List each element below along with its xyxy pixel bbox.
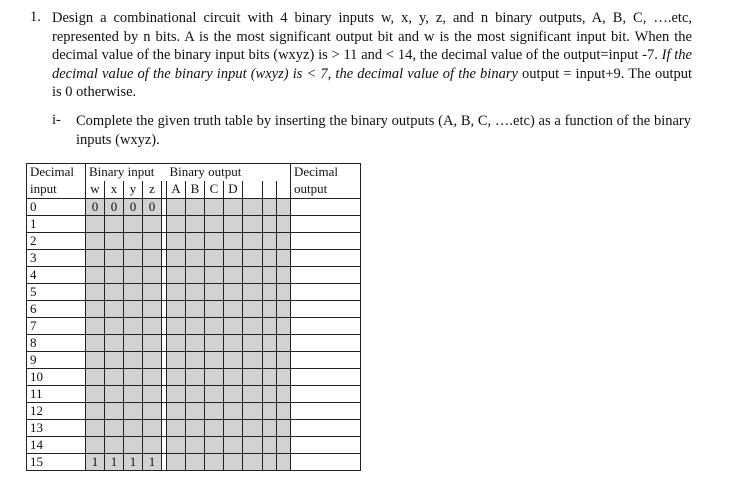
output-bit-cell[interactable] — [186, 437, 205, 454]
output-bit-cell[interactable] — [186, 267, 205, 284]
output-bit-cell[interactable] — [224, 284, 243, 301]
input-bit-cell — [143, 318, 162, 335]
header-binary-input: Binary input — [86, 164, 167, 182]
extra-output-cell[interactable] — [263, 199, 277, 216]
input-bit-cell — [105, 335, 124, 352]
output-bit-cell[interactable] — [186, 301, 205, 318]
input-bit-cell — [124, 352, 143, 369]
decimal-input-cell: 1 — [27, 216, 86, 233]
extra-output-cell[interactable] — [263, 386, 277, 403]
extra-output-cell[interactable] — [243, 420, 263, 437]
input-bit-cell — [86, 318, 105, 335]
output-bit-cell[interactable] — [167, 420, 186, 437]
input-bit-cell — [105, 318, 124, 335]
output-bit-cell[interactable] — [224, 318, 243, 335]
input-bit-cell — [143, 250, 162, 267]
output-bit-cell[interactable] — [224, 267, 243, 284]
input-bit-cell — [105, 369, 124, 386]
subquestion-number: i- — [52, 112, 61, 128]
input-bit-cell — [86, 216, 105, 233]
table-row — [27, 318, 361, 335]
input-bit-cell — [105, 233, 124, 250]
input-bit-cell — [86, 301, 105, 318]
input-bit-cell: 0 — [124, 199, 143, 216]
decimal-input-cell: 0 — [27, 199, 86, 216]
table-row — [27, 437, 361, 454]
extra-output-cell[interactable] — [277, 369, 291, 386]
output-bit-cell[interactable] — [167, 403, 186, 420]
output-bit-cell[interactable] — [167, 284, 186, 301]
extra-output-cell[interactable] — [243, 284, 263, 301]
table-header-row — [27, 164, 361, 182]
output-bit-cell[interactable] — [224, 386, 243, 403]
output-bit-cell[interactable] — [167, 318, 186, 335]
input-bit-cell: 1 — [143, 454, 162, 471]
input-bit-cell — [143, 369, 162, 386]
table-row — [27, 420, 361, 437]
question-text-part2: output = input+9. The output is 0 otherwise. — [52, 65, 692, 100]
input-bit-cell — [143, 335, 162, 352]
input-bit-cell — [86, 267, 105, 284]
input-bit-cell — [124, 267, 143, 284]
decimal-input-cell: 11 — [27, 386, 86, 403]
question-text — [52, 9, 692, 102]
input-bit-cell — [143, 216, 162, 233]
input-bit-cell — [105, 284, 124, 301]
output-bit-cell[interactable] — [167, 233, 186, 250]
input-bit-cell: 0 — [143, 199, 162, 216]
extra-output-cell[interactable] — [243, 233, 263, 250]
extra-output-cell[interactable] — [243, 318, 263, 335]
decimal-output-cell[interactable] — [291, 352, 361, 369]
input-bit-cell — [143, 403, 162, 420]
decimal-output-cell[interactable] — [291, 250, 361, 267]
input-bit-cell — [105, 420, 124, 437]
input-bit-cell — [124, 386, 143, 403]
input-bit-cell — [143, 267, 162, 284]
output-bit-cell[interactable] — [224, 250, 243, 267]
table-row — [27, 216, 361, 233]
extra-output-cell[interactable] — [277, 386, 291, 403]
header-bit-y: y — [124, 181, 143, 199]
output-bit-cell[interactable] — [224, 403, 243, 420]
table-subheader-row — [27, 181, 361, 199]
decimal-output-cell[interactable] — [291, 199, 361, 216]
question-text-italic: If the decimal value of the binary input (wxyz) is < 7, the decimal value of the binary — [52, 47, 692, 82]
decimal-output-cell[interactable] — [291, 216, 361, 233]
decimal-output-cell[interactable] — [291, 335, 361, 352]
header-bit-x: x — [105, 181, 124, 199]
table-row — [27, 250, 361, 267]
input-bit-cell: 0 — [86, 199, 105, 216]
header-decimal-input-line2: input — [27, 181, 86, 199]
header-extra-output-cell — [277, 181, 291, 199]
extra-output-cell[interactable] — [263, 284, 277, 301]
decimal-output-cell[interactable] — [291, 284, 361, 301]
decimal-input-cell: 9 — [27, 352, 86, 369]
extra-output-cell[interactable] — [243, 250, 263, 267]
output-bit-cell[interactable] — [224, 233, 243, 250]
output-bit-cell[interactable] — [205, 420, 224, 437]
output-bit-cell[interactable] — [186, 386, 205, 403]
extra-output-cell[interactable] — [277, 301, 291, 318]
input-bit-cell — [124, 437, 143, 454]
output-bit-cell[interactable] — [205, 352, 224, 369]
input-bit-cell — [143, 233, 162, 250]
output-bit-cell[interactable] — [224, 216, 243, 233]
input-bit-cell: 1 — [105, 454, 124, 471]
input-bit-cell — [143, 420, 162, 437]
input-bit-cell — [124, 250, 143, 267]
output-bit-cell[interactable] — [205, 318, 224, 335]
decimal-input-cell: 8 — [27, 335, 86, 352]
extra-output-cell[interactable] — [277, 216, 291, 233]
header-decimal-output-line2: output — [291, 181, 361, 199]
extra-output-cell[interactable] — [277, 335, 291, 352]
output-bit-cell[interactable] — [205, 454, 224, 471]
input-bit-cell — [86, 369, 105, 386]
extra-output-cell[interactable] — [263, 267, 277, 284]
output-bit-cell[interactable] — [186, 352, 205, 369]
question-text-part1: Design a combinational circuit with 4 binary inputs w, x, y, z, and n binary outputs, A, B, C, ….etc, represented by n bits. A is the most significant output bit and w is the most significant input bit. When the decimal value of the binary input bits (wxyz) is > 11 and < 14, the decimal value of the output=input -7. — [52, 10, 692, 63]
input-bit-cell — [124, 301, 143, 318]
input-bit-cell — [105, 386, 124, 403]
input-bit-cell — [143, 386, 162, 403]
extra-output-cell[interactable] — [243, 335, 263, 352]
output-bit-cell[interactable] — [186, 199, 205, 216]
table-row — [27, 352, 361, 369]
table-row — [27, 369, 361, 386]
output-bit-cell[interactable] — [186, 369, 205, 386]
input-bit-cell — [124, 233, 143, 250]
input-bit-cell — [143, 437, 162, 454]
table-row — [27, 301, 361, 318]
input-bit-cell — [124, 318, 143, 335]
input-bit-cell — [86, 420, 105, 437]
input-bit-cell — [124, 335, 143, 352]
extra-output-cell[interactable] — [263, 335, 277, 352]
decimal-output-cell[interactable] — [291, 318, 361, 335]
output-bit-cell[interactable] — [205, 386, 224, 403]
extra-output-cell[interactable] — [277, 284, 291, 301]
decimal-input-cell: 14 — [27, 437, 86, 454]
decimal-output-cell[interactable] — [291, 403, 361, 420]
output-bit-cell[interactable] — [205, 216, 224, 233]
extra-output-cell[interactable] — [263, 403, 277, 420]
extra-output-cell[interactable] — [277, 454, 291, 471]
output-bit-cell[interactable] — [205, 284, 224, 301]
extra-output-cell[interactable] — [277, 437, 291, 454]
input-bit-cell — [124, 369, 143, 386]
input-bit-cell — [86, 352, 105, 369]
output-bit-cell[interactable] — [167, 369, 186, 386]
output-bit-cell[interactable] — [186, 318, 205, 335]
extra-output-cell[interactable] — [263, 216, 277, 233]
output-bit-cell[interactable] — [186, 233, 205, 250]
decimal-input-cell: 4 — [27, 267, 86, 284]
output-bit-cell[interactable] — [205, 437, 224, 454]
input-bit-cell: 1 — [124, 454, 143, 471]
output-bit-cell[interactable] — [205, 403, 224, 420]
input-bit-cell — [143, 301, 162, 318]
extra-output-cell[interactable] — [263, 454, 277, 471]
extra-output-cell[interactable] — [277, 420, 291, 437]
output-bit-cell[interactable] — [167, 352, 186, 369]
decimal-output-cell[interactable] — [291, 267, 361, 284]
extra-output-cell[interactable] — [277, 403, 291, 420]
question-number: 1. — [30, 9, 41, 25]
input-bit-cell: 0 — [105, 199, 124, 216]
output-bit-cell[interactable] — [167, 267, 186, 284]
extra-output-cell[interactable] — [263, 437, 277, 454]
input-bit-cell — [124, 420, 143, 437]
input-bit-cell — [86, 437, 105, 454]
input-bit-cell: 1 — [86, 454, 105, 471]
extra-output-cell[interactable] — [277, 233, 291, 250]
decimal-input-cell: 10 — [27, 369, 86, 386]
output-bit-cell[interactable] — [167, 386, 186, 403]
output-bit-cell[interactable] — [205, 250, 224, 267]
subquestion-text: Complete the given truth table by inserting the binary outputs (A, B, C, ….etc) as a function of the binary inputs (wxyz). — [76, 113, 691, 148]
output-bit-cell[interactable] — [205, 233, 224, 250]
header-decimal-output: Decimal — [291, 164, 361, 182]
header-bit-b: B — [186, 181, 205, 199]
table-row — [27, 386, 361, 403]
output-bit-cell[interactable] — [186, 284, 205, 301]
output-bit-cell[interactable] — [224, 437, 243, 454]
header-extra-output-cell — [243, 181, 263, 199]
output-bit-cell[interactable] — [224, 352, 243, 369]
decimal-output-cell[interactable] — [291, 386, 361, 403]
output-bit-cell[interactable] — [167, 335, 186, 352]
input-bit-cell — [105, 267, 124, 284]
input-bit-cell — [86, 335, 105, 352]
output-bit-cell[interactable] — [186, 216, 205, 233]
output-bit-cell[interactable] — [186, 420, 205, 437]
table-row — [27, 403, 361, 420]
output-bit-cell[interactable] — [224, 420, 243, 437]
input-bit-cell — [105, 301, 124, 318]
input-bit-cell — [124, 403, 143, 420]
decimal-output-cell[interactable] — [291, 437, 361, 454]
output-bit-cell[interactable] — [205, 335, 224, 352]
header-extra-output-cell — [263, 181, 277, 199]
input-bit-cell — [86, 386, 105, 403]
input-bit-cell — [143, 284, 162, 301]
table-row — [27, 199, 361, 216]
extra-output-cell[interactable] — [243, 301, 263, 318]
output-bit-cell[interactable] — [205, 267, 224, 284]
extra-output-cell[interactable] — [263, 318, 277, 335]
header-bit-a: A — [167, 181, 186, 199]
input-bit-cell — [86, 403, 105, 420]
header-decimal-input: Decimal — [27, 164, 86, 182]
input-bit-cell — [124, 284, 143, 301]
output-bit-cell[interactable] — [186, 250, 205, 267]
extra-output-cell[interactable] — [263, 369, 277, 386]
decimal-input-cell: 6 — [27, 301, 86, 318]
decimal-input-cell: 15 — [27, 454, 86, 471]
extra-output-cell[interactable] — [243, 437, 263, 454]
header-bit-w: w — [86, 181, 105, 199]
input-bit-cell — [105, 216, 124, 233]
decimal-input-cell: 12 — [27, 403, 86, 420]
extra-output-cell[interactable] — [243, 267, 263, 284]
input-bit-cell — [86, 250, 105, 267]
output-bit-cell[interactable] — [224, 369, 243, 386]
extra-output-cell[interactable] — [277, 352, 291, 369]
output-bit-cell[interactable] — [224, 454, 243, 471]
output-bit-cell[interactable] — [224, 301, 243, 318]
decimal-input-cell: 2 — [27, 233, 86, 250]
output-bit-cell[interactable] — [186, 403, 205, 420]
output-bit-cell[interactable] — [224, 199, 243, 216]
decimal-output-cell[interactable] — [291, 420, 361, 437]
input-bit-cell — [86, 284, 105, 301]
output-bit-cell[interactable] — [167, 216, 186, 233]
output-bit-cell[interactable] — [167, 454, 186, 471]
output-bit-cell[interactable] — [167, 301, 186, 318]
extra-output-cell[interactable] — [263, 233, 277, 250]
table-row — [27, 454, 361, 471]
decimal-output-cell[interactable] — [291, 454, 361, 471]
extra-output-cell[interactable] — [243, 454, 263, 471]
extra-output-cell[interactable] — [277, 318, 291, 335]
extra-output-cell[interactable] — [263, 301, 277, 318]
input-bit-cell — [143, 352, 162, 369]
table-row — [27, 284, 361, 301]
output-bit-cell[interactable] — [205, 301, 224, 318]
truth-table — [26, 163, 361, 471]
extra-output-cell[interactable] — [243, 352, 263, 369]
output-bit-cell[interactable] — [167, 199, 186, 216]
extra-output-cell[interactable] — [243, 403, 263, 420]
extra-output-cell[interactable] — [277, 199, 291, 216]
header-bit-c: C — [205, 181, 224, 199]
output-bit-cell[interactable] — [186, 335, 205, 352]
decimal-output-cell[interactable] — [291, 301, 361, 318]
table-row — [27, 233, 361, 250]
output-bit-cell[interactable] — [167, 437, 186, 454]
input-bit-cell — [105, 250, 124, 267]
extra-output-cell[interactable] — [243, 369, 263, 386]
decimal-input-cell: 5 — [27, 284, 86, 301]
decimal-output-cell[interactable] — [291, 233, 361, 250]
decimal-input-cell: 13 — [27, 420, 86, 437]
extra-output-cell[interactable] — [277, 250, 291, 267]
extra-output-cell[interactable] — [263, 250, 277, 267]
extra-output-cell[interactable] — [263, 420, 277, 437]
extra-output-cell[interactable] — [277, 267, 291, 284]
header-bit-z: z — [143, 181, 162, 199]
input-bit-cell — [105, 403, 124, 420]
output-bit-cell[interactable] — [167, 250, 186, 267]
input-bit-cell — [105, 352, 124, 369]
table-row — [27, 267, 361, 284]
output-bit-cell[interactable] — [186, 454, 205, 471]
input-bit-cell — [124, 216, 143, 233]
header-bit-d: D — [224, 181, 243, 199]
extra-output-cell[interactable] — [243, 199, 263, 216]
table-row — [27, 335, 361, 352]
input-bit-cell — [86, 233, 105, 250]
extra-output-cell[interactable] — [263, 352, 277, 369]
extra-output-cell[interactable] — [243, 386, 263, 403]
output-bit-cell[interactable] — [205, 199, 224, 216]
decimal-input-cell: 3 — [27, 250, 86, 267]
decimal-output-cell[interactable] — [291, 369, 361, 386]
extra-output-cell[interactable] — [243, 216, 263, 233]
header-binary-output: Binary output — [167, 164, 291, 182]
decimal-input-cell: 7 — [27, 318, 86, 335]
output-bit-cell[interactable] — [205, 369, 224, 386]
output-bit-cell[interactable] — [224, 335, 243, 352]
input-bit-cell — [105, 437, 124, 454]
